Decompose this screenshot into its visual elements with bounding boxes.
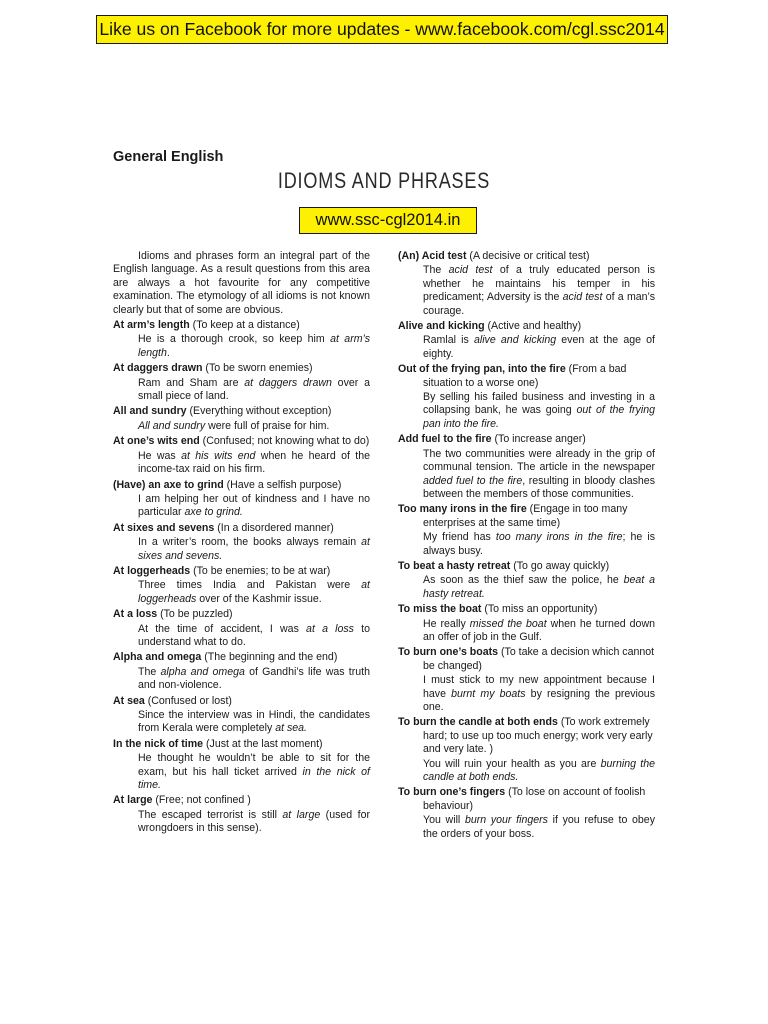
idiom-example: All and sundry were full of praise for him. [138, 419, 330, 432]
idiom-term: (Have) an axe to grind [113, 478, 224, 491]
idiom-entry [113, 794, 370, 835]
idiom-heading [113, 435, 370, 448]
idiom-example: He was at his wits end when he heard of the income-tax raid on his firm. [138, 449, 370, 476]
idiom-meaning: (To increase anger) [491, 433, 586, 446]
idiom-example: The two communities were already in the grip of communal tension. The article in the newspaper added fuel to the fire, resulting in bloody clashes between the members of those communities. [423, 447, 655, 500]
idiom-entry [113, 479, 370, 520]
idiom-entry [113, 651, 370, 692]
idiom-heading [113, 405, 370, 418]
idiom-meaning: (To lose on account of foolish behaviour) [423, 786, 646, 812]
idiom-meaning: (In a disordered manner) [214, 521, 334, 534]
idiom-example: He thought he wouldn’t be able to sit for the exam, but his hall ticket arrived in the nick of time. [138, 752, 370, 792]
idiom-entry [398, 503, 655, 558]
intro-paragraph: Idioms and phrases form an integral part of the English language. As a result questions from this area are always a hot favourite for any competitive examination. The etymology of all idioms is not known clearly but that of some are obvious. [113, 250, 370, 316]
idiom-example: I must stick to my new appointment because I have burnt my boats by resigning the previous one. [423, 674, 655, 713]
idiom-heading [113, 695, 370, 708]
idiom-term: To beat a hasty retreat [398, 559, 511, 572]
idiom-meaning: (Engage in too many enterprises at the same time) [423, 503, 628, 529]
left-idiom-list [113, 319, 370, 836]
idiom-entry [398, 603, 655, 644]
idiom-heading [398, 603, 655, 616]
idiom-meaning: (Just at the last moment) [203, 737, 323, 750]
idiom-heading [113, 479, 370, 492]
idiom-term: In the nick of time [113, 737, 204, 750]
idiom-heading [398, 786, 655, 813]
idiom-example: The alpha and omega of Gandhi’s life was truth and non-violence. [138, 665, 370, 692]
idiom-heading [113, 565, 370, 578]
idiom-meaning: (To miss an opportunity) [481, 603, 598, 616]
idiom-term: At sea [113, 694, 145, 707]
idiom-term: To miss the boat [398, 603, 482, 616]
idiom-meaning: (Free; not confined ) [152, 794, 251, 807]
idiom-heading [398, 250, 655, 263]
idiom-entry [398, 646, 655, 714]
idiom-meaning: (To be puzzled) [157, 608, 233, 621]
idiom-example: My friend has too many irons in the fire; he is always busy. [423, 531, 655, 557]
idiom-entry [398, 363, 655, 431]
idiom-example: In a writer’s room, the books always remain at sixes and sevens. [138, 536, 370, 562]
idiom-example: The acid test of a truly educated person is whether he maintains his temper in his predicament; Adversity is the acid test of a man’s courage. [423, 264, 656, 317]
idiom-heading [113, 794, 370, 807]
idiom-heading [398, 320, 655, 333]
idiom-term: At loggerheads [113, 564, 191, 577]
idiom-entry [113, 522, 370, 563]
idiom-heading [113, 319, 370, 332]
idiom-meaning: (To keep at a distance) [189, 319, 300, 332]
idiom-meaning: (Confused or lost) [144, 694, 232, 707]
idiom-term: Out of the frying pan, into the fire [398, 363, 566, 376]
idiom-term: At arm’s length [113, 319, 190, 332]
left-column [113, 250, 370, 838]
idiom-meaning: (Everything without exception) [186, 405, 332, 418]
idiom-term: Add fuel to the fire [398, 433, 492, 446]
idiom-entry [113, 405, 370, 433]
idiom-term: All and sundry [113, 405, 187, 418]
idiom-example: Ram and Sham are at daggers drawn over a small piece of land. [138, 376, 370, 403]
idiom-entry [113, 695, 370, 736]
idiom-example: At the time of accident, I was at a loss to understand what to do. [138, 622, 371, 648]
idiom-example: Since the interview was in Hindi, the candidates from Kerala were completely at sea. [138, 709, 370, 735]
website-url-box: www.ssc-cgl2014.in [299, 207, 477, 234]
idiom-entry [113, 738, 370, 793]
idiom-entry [113, 319, 370, 360]
idiom-example: He is a thorough crook, so keep him at arm’s length. [138, 333, 371, 359]
idiom-example: You will burn your fingers if you refuse to obey the orders of your boss. [423, 814, 655, 840]
idiom-example: I am helping her out of kindness and I have no particular axe to grind. [138, 492, 370, 519]
right-column [398, 250, 655, 843]
idiom-term: At sixes and sevens [113, 521, 215, 534]
idiom-heading [113, 522, 370, 535]
idiom-term: At daggers drawn [113, 362, 203, 375]
idiom-example: Ramlal is alive and kicking even at the age of eighty. [423, 334, 655, 360]
right-idiom-list [398, 250, 655, 841]
idiom-term: (An) Acid test [398, 250, 467, 262]
idiom-term: At a loss [113, 608, 158, 621]
section-title: General English [113, 149, 224, 165]
idiom-meaning: (To be enemies; to be at war) [190, 564, 331, 577]
idiom-entry [398, 250, 655, 318]
idiom-example: The escaped terrorist is still at large (used for wrongdoers in this sense). [138, 808, 370, 835]
idiom-entry [398, 786, 655, 841]
idiom-meaning: (To be sworn enemies) [202, 362, 313, 375]
idiom-entry [113, 362, 370, 403]
idiom-entry [398, 320, 655, 361]
idiom-term: Alpha and omega [113, 651, 202, 664]
idiom-entry [113, 435, 370, 476]
idiom-entry [113, 608, 370, 649]
idiom-heading [398, 716, 655, 756]
idiom-term: Too many irons in the fire [398, 503, 527, 516]
idiom-meaning: (A decisive or critical test) [466, 250, 590, 262]
idiom-example: Three times India and Pakistan were at loggerheads over of the Kashmir issue. [138, 579, 370, 605]
idiom-term: To burn the candle at both ends [398, 716, 558, 729]
idiom-meaning: (From a bad situation to a worse one) [423, 363, 627, 389]
idiom-example: As soon as the thief saw the police, he beat a hasty retreat. [423, 574, 655, 600]
idiom-example: He really missed the boat when he turned down an offer of job in the Gulf. [423, 617, 655, 643]
idiom-entry [398, 716, 655, 784]
idiom-meaning: (Confused; not knowing what to do) [199, 435, 370, 448]
idiom-term: To burn one’s boats [398, 646, 499, 659]
idiom-heading [113, 738, 370, 751]
idiom-entry [113, 565, 370, 606]
idiom-entry [398, 433, 655, 501]
facebook-banner: Like us on Facebook for more updates - www.facebook.com/cgl.ssc2014 [96, 15, 668, 44]
idiom-heading [398, 503, 655, 530]
idiom-heading [398, 560, 655, 573]
idiom-example: By selling his failed business and investing in a collapsing bank, he was going out of the frying pan into the fire. [423, 391, 655, 430]
idiom-example: You will ruin your health as you are burning the candle at both ends. [423, 757, 655, 784]
idiom-meaning: (To take a decision which cannot be changed) [423, 646, 655, 672]
idiom-heading [398, 646, 655, 673]
idiom-term: At large [113, 794, 153, 807]
idiom-term: To burn one’s fingers [398, 786, 506, 799]
idiom-term: Alive and kicking [398, 320, 485, 333]
idiom-entry [398, 560, 655, 601]
idiom-heading [113, 608, 370, 621]
idiom-heading [113, 362, 370, 375]
idiom-meaning: (Active and healthy) [484, 320, 582, 333]
page-title: IDIOMS AND PHRASES [277, 168, 491, 193]
idiom-meaning: (The beginning and the end) [201, 651, 338, 664]
idiom-term: At one’s wits end [113, 435, 200, 448]
idiom-meaning: (Have a selfish purpose) [223, 478, 342, 491]
idiom-heading [398, 363, 655, 390]
idiom-heading [113, 651, 370, 664]
idiom-meaning: (To go away quickly) [510, 559, 610, 572]
idiom-meaning: (To work extremely hard; to use up too much energy; work very early and very late. ) [423, 716, 653, 756]
idiom-heading [398, 433, 655, 446]
